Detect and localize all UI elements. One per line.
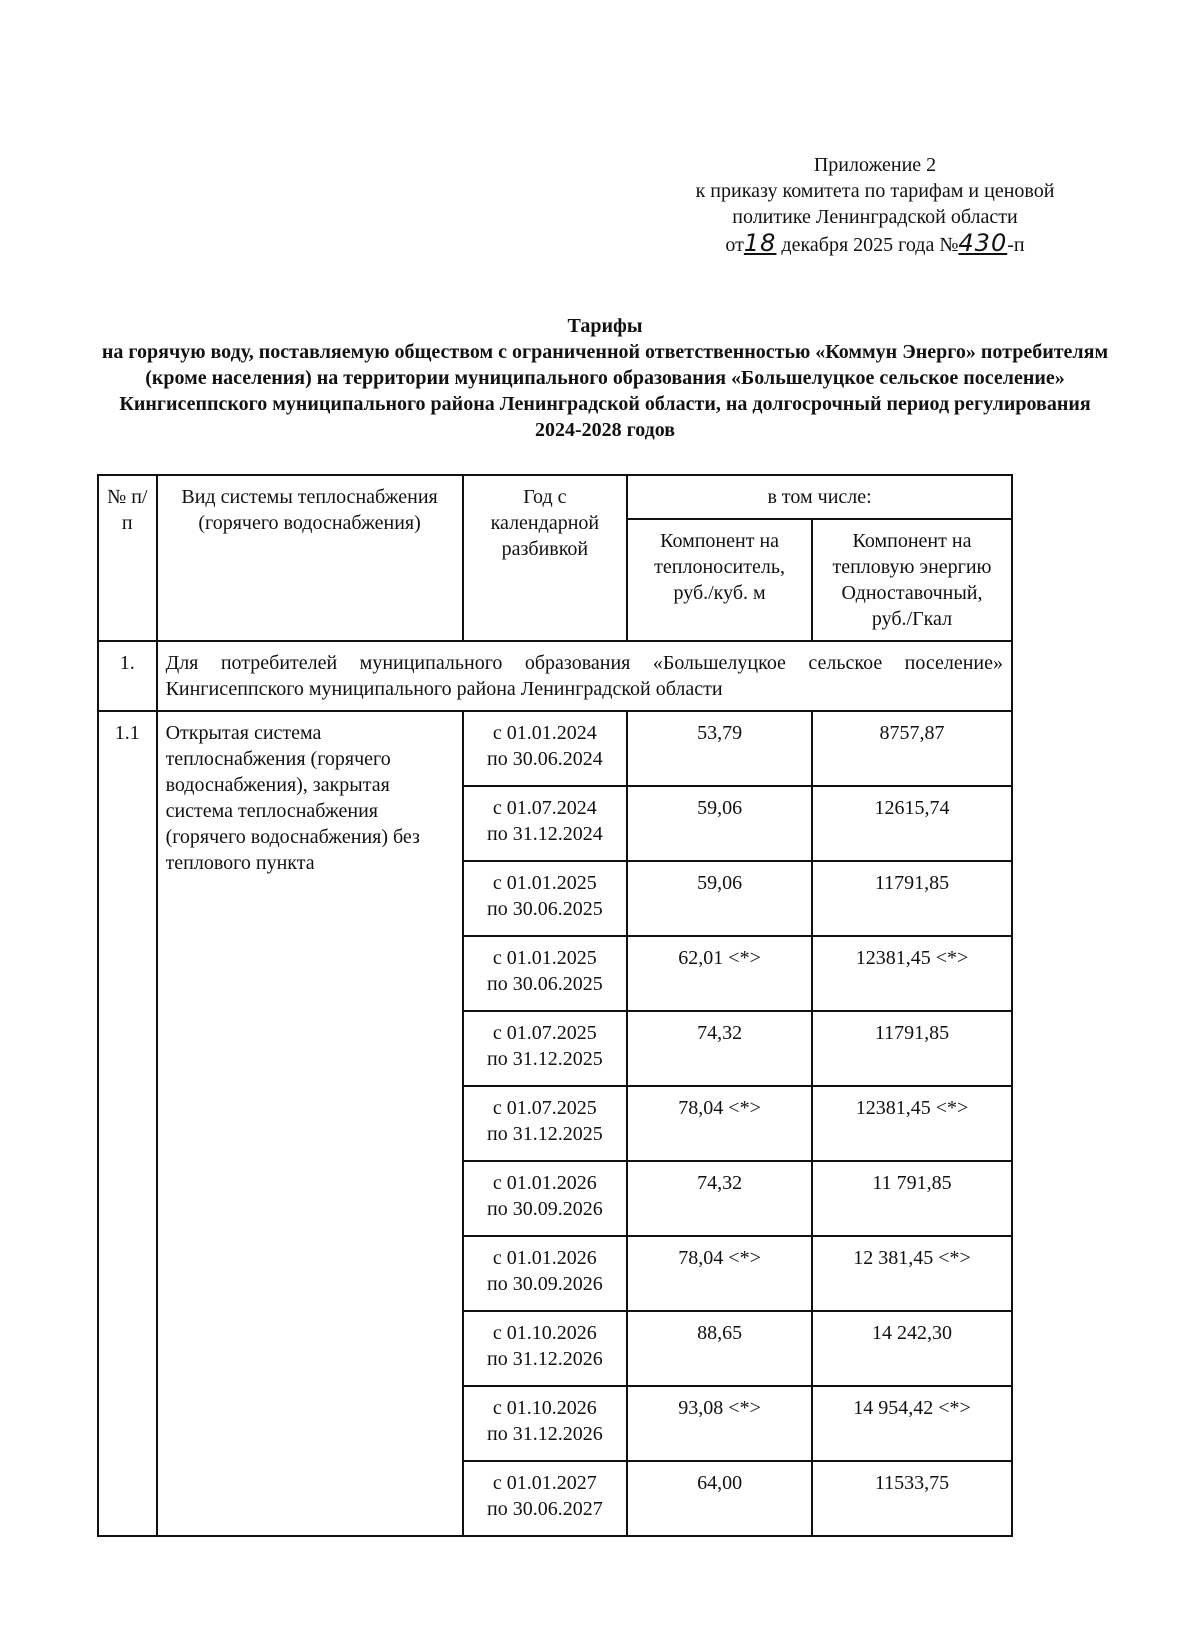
period-from: с 01.01.2025 xyxy=(492,872,597,894)
carrier-value: 59,06 xyxy=(627,861,812,936)
carrier-value: 78,04 <*> xyxy=(627,1236,812,1311)
period-from: с 01.10.2026 xyxy=(492,1322,597,1344)
section-num: 1. xyxy=(98,641,157,711)
appendix-date-line xyxy=(640,230,1110,258)
period-cell xyxy=(463,1161,628,1236)
number-suffix: -п xyxy=(1007,234,1025,256)
period-to: по 31.12.2025 xyxy=(487,1123,603,1145)
period-to: по 30.09.2026 xyxy=(487,1273,603,1295)
header-including: в том числе: xyxy=(627,475,1012,519)
carrier-value: 59,06 xyxy=(627,786,812,861)
carrier-value: 74,32 xyxy=(627,1161,812,1236)
carrier-value: 78,04 <*> xyxy=(627,1086,812,1161)
energy-value: 14 242,30 xyxy=(812,1311,1012,1386)
period-cell xyxy=(463,711,628,786)
header-energy: Компонент на тепловую энергию Одноставочный, руб./Гкал xyxy=(812,519,1012,641)
energy-value: 11 791,85 xyxy=(812,1161,1012,1236)
period-cell xyxy=(463,786,628,861)
period-cell xyxy=(463,936,628,1011)
appendix-order-line: к приказу комитета по тарифам и ценовой xyxy=(695,180,1055,202)
period-from: с 01.01.2024 xyxy=(492,722,597,744)
carrier-value: 93,08 <*> xyxy=(627,1386,812,1461)
energy-value: 12381,45 <*> xyxy=(812,936,1012,1011)
group-num: 1.1 xyxy=(98,711,157,1536)
header-year: Год с календарной разбивкой xyxy=(463,475,628,641)
period-from: с 01.07.2025 xyxy=(492,1097,597,1119)
carrier-value: 74,32 xyxy=(627,1011,812,1086)
section-text: Для потребителей муниципального образования «Большелуцкое сельское поселение» Кингисеппского муниципального района Ленинградской области xyxy=(157,641,1012,711)
period-cell xyxy=(463,861,628,936)
period-cell xyxy=(463,1311,628,1386)
period-to: по 31.12.2025 xyxy=(487,1048,603,1070)
carrier-value: 64,00 xyxy=(627,1461,812,1536)
period-from: с 01.01.2026 xyxy=(492,1172,597,1194)
period-to: по 30.09.2026 xyxy=(487,1198,603,1220)
appendix-committee-line: политике Ленинградской области xyxy=(732,206,1018,228)
energy-value: 11533,75 xyxy=(812,1461,1012,1536)
energy-value: 12 381,45 <*> xyxy=(812,1236,1012,1311)
period-cell xyxy=(463,1086,628,1161)
period-from: с 01.01.2026 xyxy=(492,1247,597,1269)
document-title xyxy=(100,313,1110,443)
carrier-value: 88,65 xyxy=(627,1311,812,1386)
period-cell xyxy=(463,1386,628,1461)
table-row xyxy=(98,711,1012,786)
period-cell xyxy=(463,1236,628,1311)
date-middle: декабря 2025 года № xyxy=(781,234,959,256)
title-heading: Тарифы xyxy=(567,315,643,337)
period-to: по 30.06.2024 xyxy=(487,748,603,770)
carrier-value: 62,01 <*> xyxy=(627,936,812,1011)
energy-value: 8757,87 xyxy=(812,711,1012,786)
period-cell xyxy=(463,1461,628,1536)
header-row xyxy=(98,475,1012,519)
period-to: по 30.06.2025 xyxy=(487,898,603,920)
energy-value: 11791,85 xyxy=(812,1011,1012,1086)
section-row xyxy=(98,641,1012,711)
period-to: по 30.06.2027 xyxy=(487,1498,603,1520)
appendix-header xyxy=(640,152,1110,258)
period-from: с 01.07.2024 xyxy=(492,797,597,819)
period-to: по 31.12.2024 xyxy=(487,823,603,845)
title-subtitle: на горячую воду, поставляемую обществом с ограниченной ответственностью «Коммун Энерго» потребителям (кроме населения) на территории муниципального образования «Большелуцкое сельское поселение» Кингисеппского муниципального района Ленинградской области, на долгосрочный период регулирования 2024-2028 годов xyxy=(101,341,1109,441)
period-from: с 01.01.2027 xyxy=(492,1472,597,1494)
period-cell xyxy=(463,1011,628,1086)
tariff-table xyxy=(97,474,1013,1537)
handwritten-day: 18 xyxy=(743,229,777,257)
group-system: Открытая система теплоснабжения (горячего водоснабжения), закрытая система теплоснабжения (горячего водоснабжения) без теплового пункта xyxy=(157,711,463,1536)
period-from: с 01.01.2025 xyxy=(492,947,597,969)
handwritten-number: 430 xyxy=(958,229,1008,257)
header-system: Вид системы теплоснабжения (горячего водоснабжения) xyxy=(157,475,463,641)
period-to: по 30.06.2025 xyxy=(487,973,603,995)
energy-value: 11791,85 xyxy=(812,861,1012,936)
energy-value: 12381,45 <*> xyxy=(812,1086,1012,1161)
energy-value: 14 954,42 <*> xyxy=(812,1386,1012,1461)
appendix-title: Приложение 2 xyxy=(813,154,937,176)
period-to: по 31.12.2026 xyxy=(487,1423,603,1445)
carrier-value: 53,79 xyxy=(627,711,812,786)
period-to: по 31.12.2026 xyxy=(487,1348,603,1370)
date-prefix: от xyxy=(725,234,744,256)
period-from: с 01.10.2026 xyxy=(492,1397,597,1419)
energy-value: 12615,74 xyxy=(812,786,1012,861)
header-num: № п/п xyxy=(98,475,157,641)
header-carrier: Компонент на теплоноситель, руб./куб. м xyxy=(627,519,812,641)
period-from: с 01.07.2025 xyxy=(492,1022,597,1044)
